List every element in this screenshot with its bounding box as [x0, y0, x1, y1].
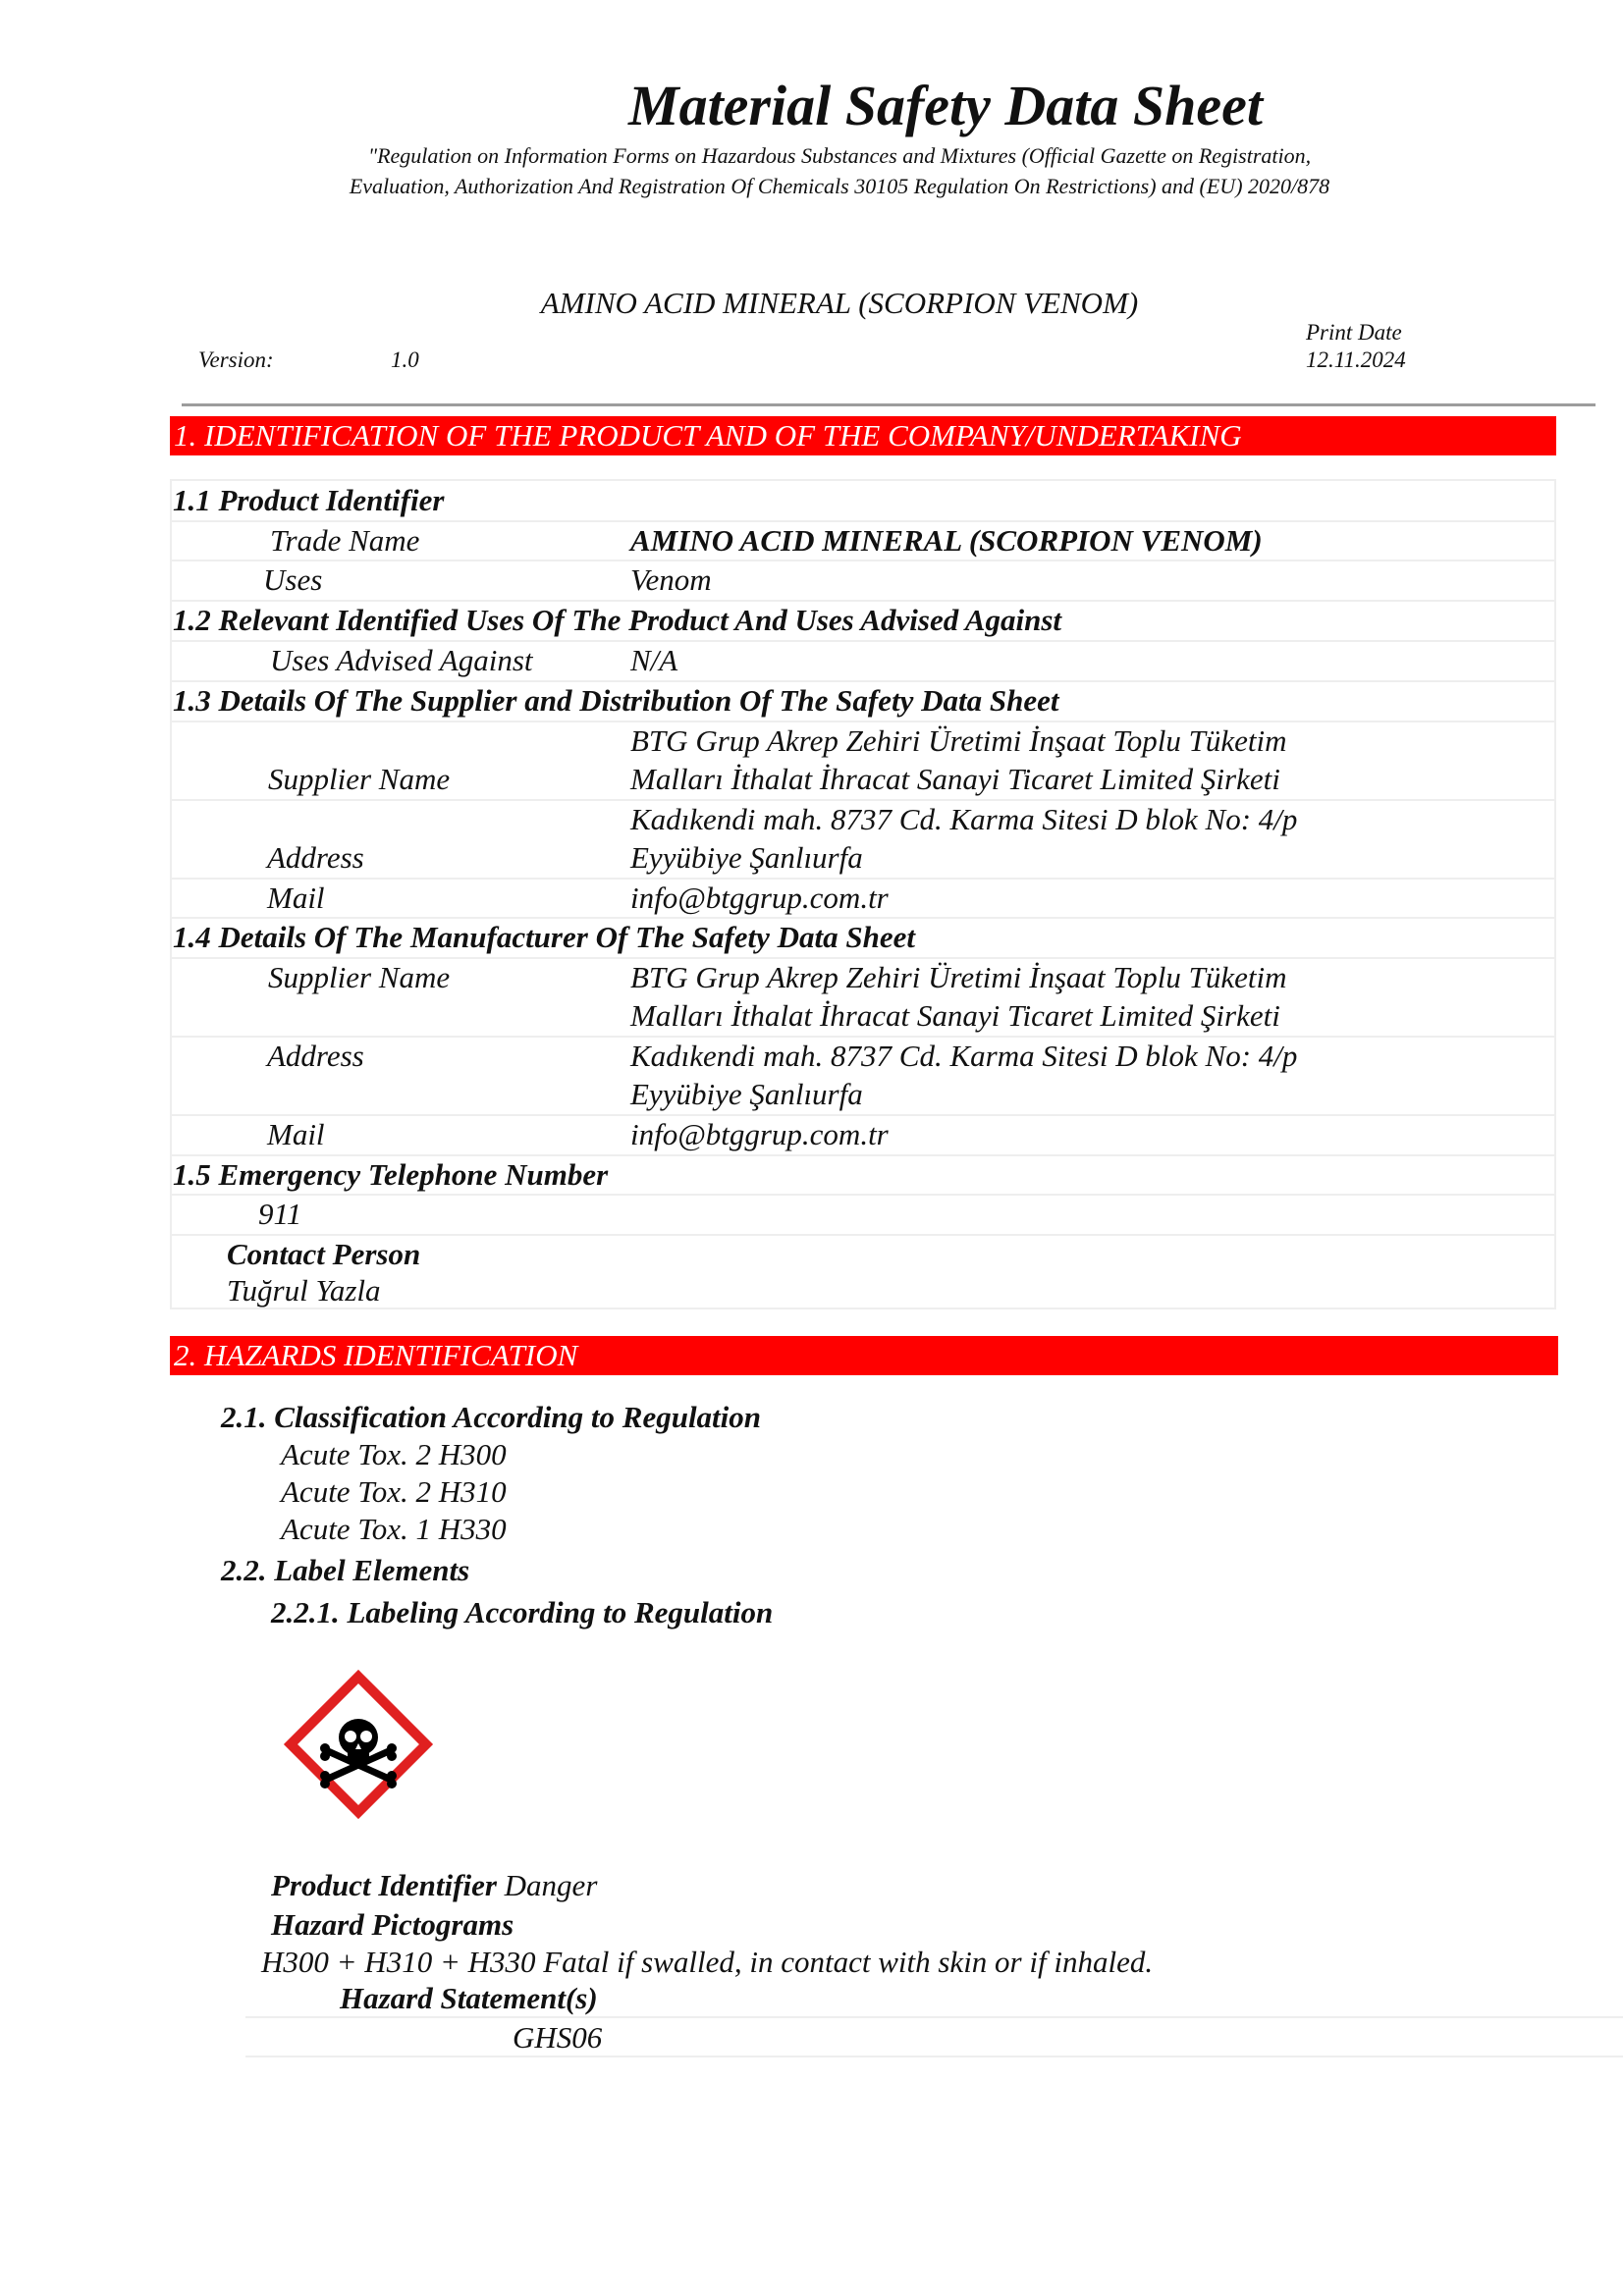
supplier-name-line1: BTG Grup Akrep Zehiri Üretimi İnşaat Toplu Tüketim [630, 723, 1287, 758]
row-divider [170, 799, 1556, 801]
row-divider [170, 600, 1556, 602]
row-divider [170, 1114, 1556, 1116]
section-1-5-heading: 1.5 Emergency Telephone Number [173, 1157, 609, 1192]
row-divider [170, 560, 1556, 561]
hazard-statement-text: H300 + H310 + H330 Fatal if swalled, in contact with skin or if inhaled. [261, 1945, 1154, 1979]
row-divider [170, 680, 1556, 682]
mail-label: Mail [267, 881, 325, 915]
uses-advised-against-value: N/A [630, 643, 678, 677]
product-identifier-line [271, 1868, 597, 1903]
row-divider [170, 1154, 1556, 1156]
row-divider [170, 520, 1556, 522]
hazard-statements-label: Hazard Statement(s) [340, 1981, 598, 2015]
classification-item: Acute Tox. 2 H300 [281, 1437, 507, 1471]
row-divider [245, 2056, 1623, 2057]
address-label: Address [267, 840, 364, 875]
section-2-2-heading: 2.2. Label Elements [221, 1553, 470, 1587]
version-label: Version: [198, 347, 274, 372]
section-2-heading [170, 1336, 1558, 1375]
product-identifier-label: Product Identifier [271, 1868, 497, 1902]
row-divider [170, 1036, 1556, 1038]
regulation-subtitle: "Regulation on Information Forms on Hazardous Substances and Mixtures (Official Gazette on Registration, Evaluation, Authorization And Registration Of Chemicals 30105 Regulation On Restrictions) and (EU) 2020/878 [349, 143, 1330, 198]
document-title: Material Safety Data Sheet [628, 74, 1264, 137]
row-divider [170, 878, 1556, 880]
section-2-1-heading: 2.1. Classification According to Regulation [221, 1400, 762, 1434]
trade-name-value: AMINO ACID MINERAL (SCORPION VENOM) [630, 523, 1263, 558]
address-line1: Kadıkendi mah. 8737 Cd. Karma Sitesi D blok No: 4/p [630, 802, 1298, 836]
supplier-name-label: Supplier Name [268, 762, 451, 796]
manufacturer-supplier-line1: BTG Grup Akrep Zehiri Üretimi İnşaat Toplu Tüketim [630, 960, 1287, 994]
contact-person-label: Contact Person [227, 1237, 421, 1271]
print-date-label: Print Date [1306, 320, 1402, 345]
address-line2: Eyyübiye Şanlıurfa [630, 840, 863, 875]
signal-word: Danger [504, 1868, 598, 1902]
row-divider [170, 640, 1556, 642]
uses-label: Uses [263, 562, 323, 597]
product-name-header: AMINO ACID MINERAL (SCORPION VENOM) [540, 286, 1139, 320]
row-divider [170, 1194, 1556, 1196]
header-divider [182, 403, 1596, 406]
trade-name-label: Trade Name [270, 523, 420, 558]
row-divider [170, 1234, 1556, 1236]
contact-person-value: Tuğrul Yazla [227, 1273, 381, 1308]
manufacturer-mail-value[interactable]: info@btggrup.com.tr [630, 1117, 889, 1151]
supplier-name-line2: Malları İthalat İhracat Sanayi Ticaret Limited Şirketi [630, 762, 1280, 796]
manufacturer-address-line1: Kadıkendi mah. 8737 Cd. Karma Sitesi D blok No: 4/p [630, 1039, 1298, 1073]
manufacturer-mail-label: Mail [267, 1117, 325, 1151]
mail-value[interactable]: info@btggrup.com.tr [630, 881, 889, 915]
emergency-phone[interactable]: 911 [258, 1197, 302, 1231]
section-2-heading-text: 2. HAZARDS IDENTIFICATION [174, 1338, 578, 1372]
row-divider [245, 2016, 1623, 2018]
section-1-1-heading: 1.1 Product Identifier [173, 483, 445, 517]
section-1-3-heading: 1.3 Details Of The Supplier and Distribution Of The Safety Data Sheet [173, 683, 1059, 718]
uses-value: Venom [630, 562, 712, 597]
classification-item: Acute Tox. 2 H310 [281, 1474, 507, 1509]
row-divider [170, 917, 1556, 919]
section-1-2-heading: 1.2 Relevant Identified Uses Of The Product And Uses Advised Against [173, 603, 1062, 637]
manufacturer-address-line2: Eyyübiye Şanlıurfa [630, 1077, 863, 1111]
ghs-code: GHS06 [513, 2020, 603, 2055]
print-date-value: 12.11.2024 [1306, 347, 1406, 372]
row-divider [170, 957, 1556, 959]
manufacturer-supplier-line2: Malları İthalat İhracat Sanayi Ticaret Limited Şirketi [630, 998, 1280, 1033]
hazard-pictograms-label: Hazard Pictograms [271, 1907, 514, 1942]
section-2-2-1-heading: 2.2.1. Labeling According to Regulation [271, 1595, 774, 1629]
skull-and-crossbones-icon [283, 1669, 434, 1825]
manufacturer-supplier-name-label: Supplier Name [268, 960, 451, 994]
section-1-heading-text: 1. IDENTIFICATION OF THE PRODUCT AND OF THE COMPANY/UNDERTAKING [174, 418, 1242, 453]
row-divider [170, 721, 1556, 722]
section-1-4-heading: 1.4 Details Of The Manufacturer Of The Safety Data Sheet [173, 920, 916, 954]
section-1-heading [170, 416, 1556, 455]
version-value: 1.0 [391, 347, 419, 372]
classification-item: Acute Tox. 1 H330 [281, 1512, 507, 1546]
uses-advised-against-label: Uses Advised Against [270, 643, 533, 677]
manufacturer-address-label: Address [267, 1039, 364, 1073]
